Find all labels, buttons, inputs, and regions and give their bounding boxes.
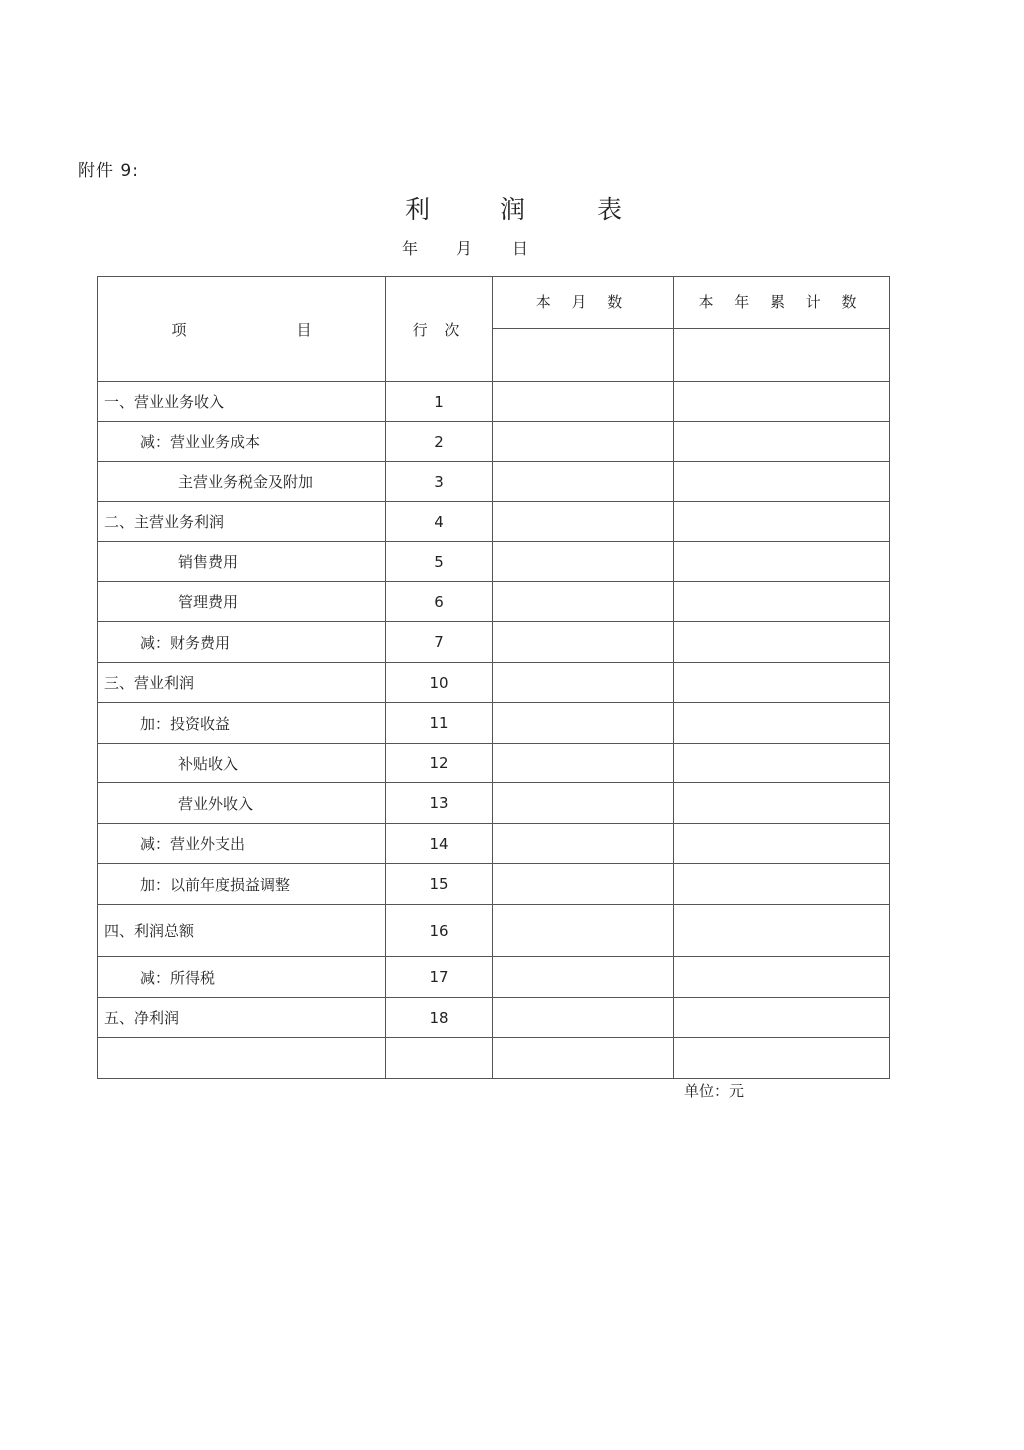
row-label: 营业外收入 bbox=[98, 783, 386, 824]
year-to-date-value[interactable] bbox=[674, 824, 890, 864]
this-month-value[interactable] bbox=[493, 824, 674, 864]
row-number: 6 bbox=[386, 582, 493, 622]
table-row bbox=[98, 905, 890, 957]
header-item bbox=[98, 277, 386, 382]
table-row bbox=[98, 824, 890, 864]
row-number: 17 bbox=[386, 957, 493, 998]
table-row bbox=[98, 422, 890, 462]
header-this-month-cell bbox=[493, 277, 674, 329]
row-label bbox=[98, 1038, 386, 1079]
row-label: 减：财务费用 bbox=[98, 622, 386, 663]
year-to-date-value[interactable] bbox=[674, 462, 890, 502]
row-number bbox=[386, 1038, 493, 1079]
table-row bbox=[98, 1038, 890, 1079]
year-to-date-value[interactable] bbox=[674, 622, 890, 663]
table-row bbox=[98, 542, 890, 582]
this-month-value[interactable] bbox=[493, 744, 674, 783]
this-month-value[interactable] bbox=[493, 905, 674, 957]
row-number: 18 bbox=[386, 998, 493, 1038]
row-label: 一、营业业务收入 bbox=[98, 382, 386, 422]
title-char-2: 润 bbox=[500, 195, 526, 224]
row-number: 12 bbox=[386, 744, 493, 783]
year-to-date-value[interactable] bbox=[674, 582, 890, 622]
table-row bbox=[98, 864, 890, 905]
year-to-date-value[interactable] bbox=[674, 502, 890, 542]
header-item-right: 目 bbox=[296, 320, 312, 339]
header-year-to-date: 本 年 累 计 数 bbox=[698, 293, 865, 311]
year-to-date-value[interactable] bbox=[674, 744, 890, 783]
year-to-date-value[interactable] bbox=[674, 957, 890, 998]
date-line bbox=[0, 236, 1024, 260]
date-year: 年 bbox=[402, 239, 419, 258]
year-to-date-value[interactable] bbox=[674, 663, 890, 703]
row-number: 13 bbox=[386, 783, 493, 824]
this-month-value[interactable] bbox=[493, 957, 674, 998]
table-row bbox=[98, 783, 890, 824]
table-row bbox=[98, 582, 890, 622]
row-number: 11 bbox=[386, 703, 493, 744]
table-row bbox=[98, 663, 890, 703]
row-label: 减：营业业务成本 bbox=[98, 422, 386, 462]
header-this-month: 本 月 数 bbox=[535, 293, 631, 311]
this-month-value[interactable] bbox=[493, 422, 674, 462]
table-row bbox=[98, 622, 890, 663]
this-month-value[interactable] bbox=[493, 783, 674, 824]
year-to-date-value[interactable] bbox=[674, 422, 890, 462]
this-month-value[interactable] bbox=[493, 703, 674, 744]
row-label: 主营业务税金及附加 bbox=[98, 462, 386, 502]
year-to-date-value[interactable] bbox=[674, 783, 890, 824]
row-number: 16 bbox=[386, 905, 493, 957]
header-year-to-date-sub bbox=[674, 329, 890, 382]
header-item-left: 项 bbox=[171, 320, 187, 339]
row-number: 4 bbox=[386, 502, 493, 542]
header-year-to-date-cell bbox=[674, 277, 890, 329]
year-to-date-value[interactable] bbox=[674, 382, 890, 422]
this-month-value[interactable] bbox=[493, 1038, 674, 1079]
row-number: 5 bbox=[386, 542, 493, 582]
row-label: 五、净利润 bbox=[98, 998, 386, 1038]
date-day: 日 bbox=[512, 239, 529, 258]
this-month-value[interactable] bbox=[493, 622, 674, 663]
header-this-month-sub bbox=[493, 329, 674, 382]
table-row bbox=[98, 957, 890, 998]
table-row bbox=[98, 703, 890, 744]
unit-label: 单位：元 bbox=[684, 1082, 745, 1100]
header-row-no: 行 次 bbox=[386, 277, 493, 382]
row-label: 四、利润总额 bbox=[98, 905, 386, 957]
table-row bbox=[98, 744, 890, 783]
year-to-date-value[interactable] bbox=[674, 905, 890, 957]
row-number: 10 bbox=[386, 663, 493, 703]
row-label: 管理费用 bbox=[98, 582, 386, 622]
year-to-date-value[interactable] bbox=[674, 1038, 890, 1079]
table-row bbox=[98, 502, 890, 542]
row-label: 补贴收入 bbox=[98, 744, 386, 783]
row-label: 减：营业外支出 bbox=[98, 824, 386, 864]
income-statement-table bbox=[97, 276, 890, 1079]
year-to-date-value[interactable] bbox=[674, 703, 890, 744]
row-label: 二、主营业务利润 bbox=[98, 502, 386, 542]
header-row-1 bbox=[98, 277, 890, 329]
row-number: 2 bbox=[386, 422, 493, 462]
this-month-value[interactable] bbox=[493, 998, 674, 1038]
this-month-value[interactable] bbox=[493, 382, 674, 422]
row-number: 1 bbox=[386, 382, 493, 422]
attachment-label: 附件 9: bbox=[78, 161, 139, 181]
row-number: 7 bbox=[386, 622, 493, 663]
year-to-date-value[interactable] bbox=[674, 864, 890, 905]
table-row bbox=[98, 998, 890, 1038]
row-label: 销售费用 bbox=[98, 542, 386, 582]
this-month-value[interactable] bbox=[493, 502, 674, 542]
row-label: 减：所得税 bbox=[98, 957, 386, 998]
year-to-date-value[interactable] bbox=[674, 998, 890, 1038]
this-month-value[interactable] bbox=[493, 462, 674, 502]
this-month-value[interactable] bbox=[493, 542, 674, 582]
this-month-value[interactable] bbox=[493, 864, 674, 905]
date-month: 月 bbox=[456, 239, 473, 258]
row-number: 15 bbox=[386, 864, 493, 905]
title-char-3: 表 bbox=[597, 195, 623, 224]
row-label: 三、营业利润 bbox=[98, 663, 386, 703]
page-title bbox=[0, 190, 1024, 230]
table-row bbox=[98, 382, 890, 422]
this-month-value[interactable] bbox=[493, 663, 674, 703]
year-to-date-value[interactable] bbox=[674, 542, 890, 582]
title-char-1: 利 bbox=[405, 195, 431, 224]
row-number: 14 bbox=[386, 824, 493, 864]
this-month-value[interactable] bbox=[493, 582, 674, 622]
row-label: 加：以前年度损益调整 bbox=[98, 864, 386, 905]
row-label: 加：投资收益 bbox=[98, 703, 386, 744]
row-number: 3 bbox=[386, 462, 493, 502]
table-row bbox=[98, 462, 890, 502]
